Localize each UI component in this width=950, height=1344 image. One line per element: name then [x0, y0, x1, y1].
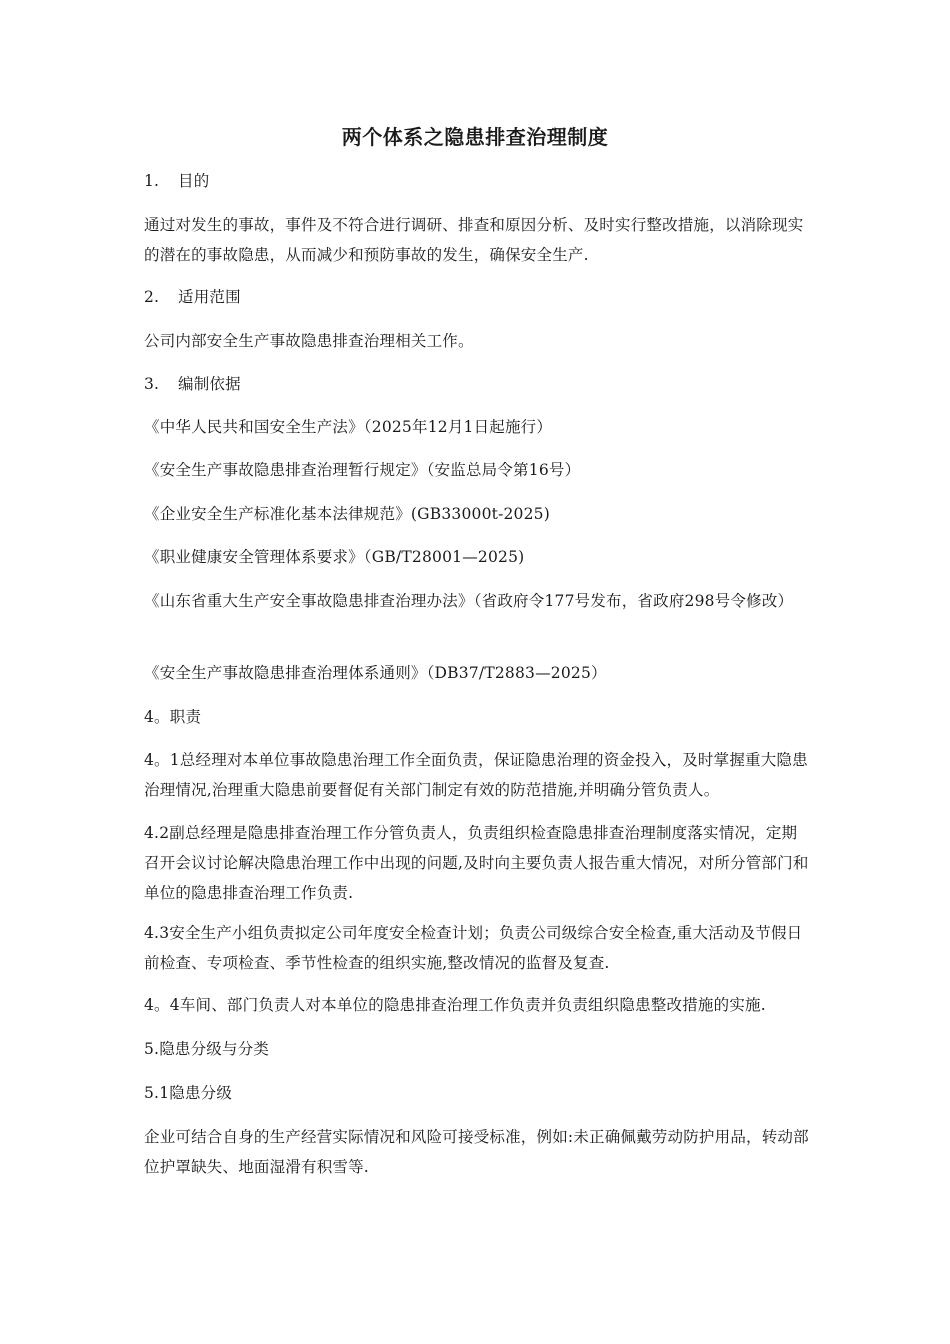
paragraph-duty-4-1: 4。1总经理对本单位事故隐患治理工作全面负责，保证隐患治理的资金投入，及时掌握重大隐患治理情况,治理重大隐患前要督促有关部门制定有效的防范措施,并明确分管负责人。	[144, 751, 808, 799]
paragraph-purpose: 通过对发生的事故，事件及不符合进行调研、排查和原因分析、及时实行整改措施，以消除现实的潜在的事故隐患，从而减少和预防事故的发生，确保安全生产.	[144, 216, 804, 264]
paragraph-duty-4-4: 4。4车间、部门负责人对本单位的隐患排查治理工作负责并负责组织隐患整改措施的实施.	[144, 996, 766, 1014]
paragraph-grading: 企业可结合自身的生产经营实际情况和风险可接受标准，例如:未正确佩戴劳动防护用品，转动部位护罩缺失、地面湿滑有积雪等.	[144, 1128, 809, 1176]
section-heading-classification: 5.隐患分级与分类	[144, 1040, 270, 1058]
basis-item: 《安全生产事故隐患排查治理暂行规定》（安监总局令第16号）	[144, 461, 581, 479]
basis-item: 《职业健康安全管理体系要求》（GB/T28001—2025)	[144, 548, 525, 566]
section-label: 编制依据	[178, 375, 241, 393]
basis-item: 《山东省重大生产安全事故隐患排查治理办法》（省政府令177号发布，省政府298号令修改）	[144, 592, 794, 610]
section-heading-scope	[144, 282, 810, 312]
section-heading-purpose	[144, 166, 810, 196]
paragraph-duty-4-2: 4.2副总经理是隐患排查治理工作分管负责人，负责组织检查隐患排查治理制度落实情况，定期召开会议讨论解决隐患治理工作中出现的问题,及时向主要负责人报告重大情况，对所分管部门和单位的隐患排查治理工作负责.	[144, 824, 809, 902]
section-label: 目的	[178, 172, 210, 190]
paragraph-scope: 公司内部安全生产事故隐患排查治理相关工作。	[144, 332, 474, 350]
paragraph-duty-4-3: 4.3安全生产小组负责拟定公司年度安全检查计划；负责公司级综合安全检查,重大活动及节假日前检查、专项检查、季节性检查的组织实施,整改情况的监督及复查.	[144, 924, 803, 972]
section-number: 2.	[144, 288, 160, 306]
section-number: 1.	[144, 172, 160, 190]
section-label: 适用范围	[178, 288, 241, 306]
section-heading-basis	[144, 369, 810, 399]
document-title: 两个体系之隐患排查治理制度	[341, 125, 609, 149]
basis-item: 《安全生产事故隐患排查治理体系通则》（DB37/T2883—2025）	[144, 664, 607, 682]
section-number: 3.	[144, 375, 160, 393]
basis-item: 《企业安全生产标准化基本法律规范》(GB33000t-2025)	[144, 505, 550, 523]
basis-item: 《中华人民共和国安全生产法》（2025年12月1日起施行）	[144, 418, 553, 436]
section-heading-duties: 4。职责	[144, 708, 202, 726]
subsection-heading-grading: 5.1隐患分级	[144, 1084, 233, 1102]
